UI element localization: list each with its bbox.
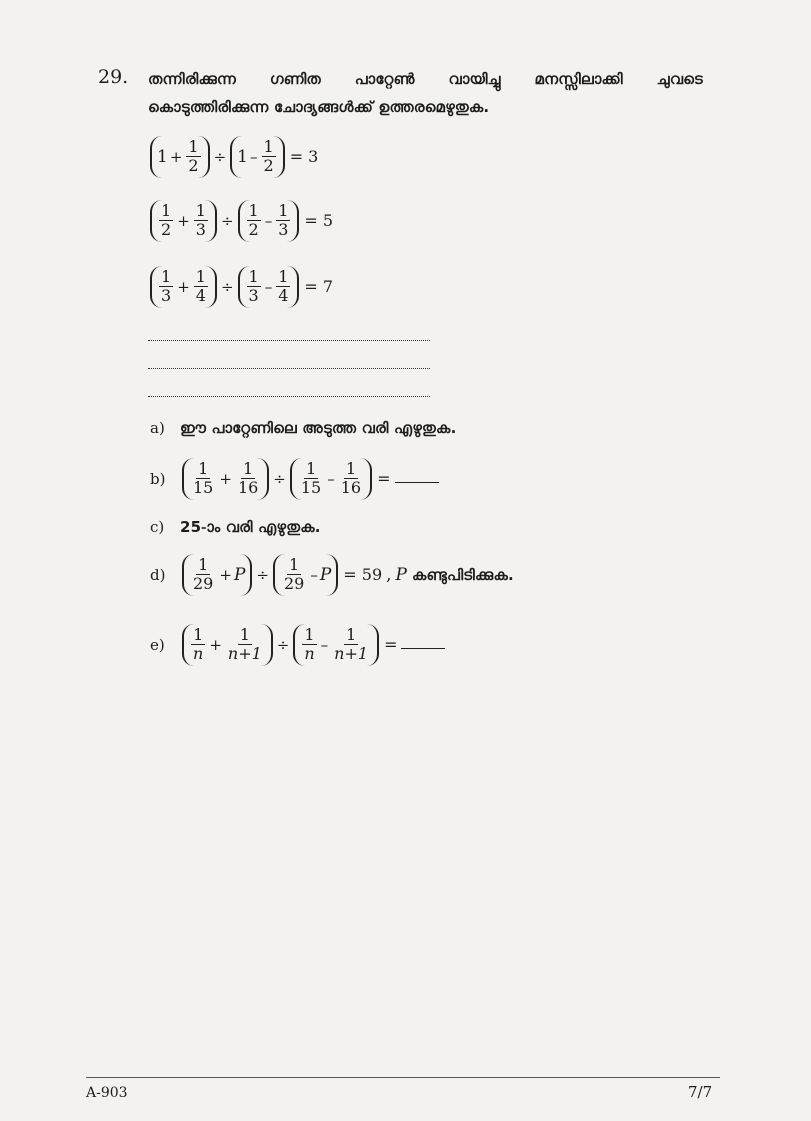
- numerator: 1: [195, 201, 206, 220]
- variable-p: P: [395, 564, 407, 585]
- denominator: 3: [248, 286, 259, 306]
- fraction: [247, 268, 261, 306]
- denominator: 15: [300, 478, 322, 498]
- fraction: [236, 460, 260, 498]
- paren-group: [230, 136, 285, 178]
- divide-sign: ÷: [273, 469, 286, 488]
- variable-p: P: [319, 564, 332, 585]
- paren-group: [150, 136, 210, 178]
- part-d-text: കണ്ടുപിടിക്കുക.: [412, 565, 514, 584]
- part-label: a): [150, 419, 165, 437]
- stem-word: മനസ്സിലാക്കി: [534, 70, 623, 88]
- denominator: n+1: [227, 644, 262, 664]
- paren-group: [273, 554, 338, 596]
- fraction: [159, 202, 173, 240]
- numerator: 1: [161, 201, 172, 220]
- fraction: [159, 268, 173, 306]
- pattern-line-3: [148, 266, 333, 308]
- paren-group: [182, 458, 269, 500]
- question-stem-line-2: കൊടുത്തിരിക്കുന്ന ചോദ്യങ്ങൾക്ക് ഉത്തരമെഴുതുക.: [148, 98, 490, 116]
- fraction: [276, 202, 290, 240]
- divide-sign: ÷: [256, 565, 269, 584]
- result: = 7: [304, 277, 334, 297]
- plus-sign: +: [169, 147, 183, 166]
- fraction: [194, 202, 208, 240]
- minus-sign: –: [264, 211, 273, 230]
- denominator: n+1: [334, 644, 369, 664]
- denominator: 15: [193, 478, 214, 498]
- minus-sign: –: [327, 469, 335, 488]
- paren-group: [238, 266, 300, 308]
- paren-group: [150, 200, 217, 242]
- fraction: [332, 626, 370, 664]
- denominator: 4: [278, 286, 289, 306]
- part-a-text: ഈ പാറ്റേണിലെ അടുത്ത വരി എഴുതുക.: [180, 419, 457, 437]
- paren-group: [182, 624, 273, 666]
- plus-sign: +: [177, 211, 190, 230]
- plus-sign: +: [177, 277, 190, 296]
- fraction: [194, 268, 208, 306]
- separator: ,: [386, 564, 392, 585]
- answer-blank[interactable]: [395, 482, 439, 483]
- result: = 59: [343, 565, 383, 585]
- plus-sign: +: [219, 565, 232, 584]
- paren-group: [150, 266, 217, 308]
- part-label: e): [150, 635, 165, 654]
- numerator: 1: [278, 201, 289, 220]
- numerator: 1: [346, 625, 357, 644]
- pattern-line-1: [148, 136, 318, 178]
- fraction: [186, 138, 200, 176]
- denominator: n: [193, 644, 204, 664]
- page-number: 7/7: [688, 1083, 713, 1101]
- numerator: 1: [188, 137, 199, 156]
- divide-sign: ÷: [220, 211, 234, 230]
- fraction: [282, 556, 306, 594]
- integer: 1: [237, 146, 248, 167]
- integer: 1: [157, 146, 168, 167]
- numerator: 1: [289, 555, 300, 574]
- part-label: b): [150, 469, 166, 488]
- plus-sign: +: [219, 469, 232, 488]
- fraction: [191, 626, 205, 664]
- answer-blank[interactable]: [401, 648, 445, 649]
- plus-sign: +: [209, 635, 222, 654]
- question-number: 29.: [98, 66, 129, 88]
- paren-group: [290, 458, 372, 500]
- numerator: 1: [161, 267, 172, 286]
- denominator: 16: [237, 478, 259, 498]
- divide-sign: ÷: [276, 635, 290, 654]
- fraction: [299, 460, 323, 498]
- paper-code: A-903: [86, 1085, 128, 1101]
- denominator: 2: [248, 220, 259, 240]
- stem-word: ഗണിത: [269, 70, 321, 88]
- denominator: 16: [340, 478, 362, 498]
- fraction: [226, 626, 264, 664]
- numerator: 1: [304, 625, 315, 644]
- denominator: 2: [188, 156, 199, 176]
- numerator: 1: [195, 267, 206, 286]
- stem-word: വായിച്ചു: [448, 70, 501, 88]
- footer-divider: [86, 1077, 720, 1078]
- numerator: 1: [198, 555, 209, 574]
- minus-sign: –: [310, 565, 318, 584]
- numerator: 1: [239, 625, 250, 644]
- part-label: c): [150, 518, 165, 536]
- denominator: 3: [278, 220, 289, 240]
- minus-sign: –: [250, 147, 258, 166]
- part-a: [150, 419, 456, 437]
- answer-line[interactable]: [148, 340, 430, 341]
- part-label: d): [150, 565, 166, 584]
- question-stem-line-1: [148, 70, 703, 88]
- paren-group: [182, 554, 252, 596]
- numerator: 1: [305, 459, 317, 478]
- numerator: 1: [193, 625, 204, 644]
- fraction: [191, 460, 215, 498]
- divide-sign: ÷: [213, 147, 227, 166]
- answer-line[interactable]: [148, 368, 430, 369]
- equals-sign: =: [377, 469, 391, 489]
- numerator: 1: [278, 267, 289, 286]
- fraction: [262, 138, 276, 176]
- denominator: n: [304, 644, 315, 664]
- pattern-line-2: [148, 200, 333, 242]
- denominator: 29: [283, 574, 305, 594]
- minus-sign: –: [320, 635, 329, 654]
- part-c-text: 25-ാം വരി എഴുതുക.: [180, 518, 321, 536]
- numerator: 1: [263, 137, 274, 156]
- paren-group: [293, 624, 379, 666]
- numerator: 1: [248, 201, 259, 220]
- result: = 5: [304, 211, 334, 231]
- fraction: [339, 460, 363, 498]
- numerator: 1: [198, 459, 209, 478]
- part-e: [150, 624, 445, 666]
- stem-word: തന്നിരിക്കുന്ന: [148, 70, 237, 88]
- fraction: [276, 268, 290, 306]
- numerator: 1: [243, 459, 254, 478]
- part-d: [150, 554, 514, 596]
- part-c: [150, 518, 321, 536]
- denominator: 3: [161, 286, 172, 306]
- denominator: 2: [263, 156, 274, 176]
- denominator: 3: [195, 220, 206, 240]
- equals-sign: =: [384, 635, 398, 655]
- numerator: 1: [345, 459, 356, 478]
- stem-word: പാറ്റേൺ: [354, 70, 415, 88]
- divide-sign: ÷: [220, 277, 234, 296]
- denominator: 4: [195, 286, 206, 306]
- denominator: 2: [161, 220, 172, 240]
- variable-p: P: [233, 564, 246, 585]
- fraction: [247, 202, 261, 240]
- fraction: [302, 626, 316, 664]
- stem-word: ചുവടെ: [656, 70, 703, 88]
- part-b: [150, 458, 439, 500]
- fraction: [191, 556, 215, 594]
- result: = 3: [289, 147, 319, 167]
- denominator: 29: [193, 574, 214, 594]
- numerator: 1: [248, 267, 259, 286]
- minus-sign: –: [264, 277, 273, 296]
- paren-group: [238, 200, 300, 242]
- answer-line[interactable]: [148, 396, 430, 397]
